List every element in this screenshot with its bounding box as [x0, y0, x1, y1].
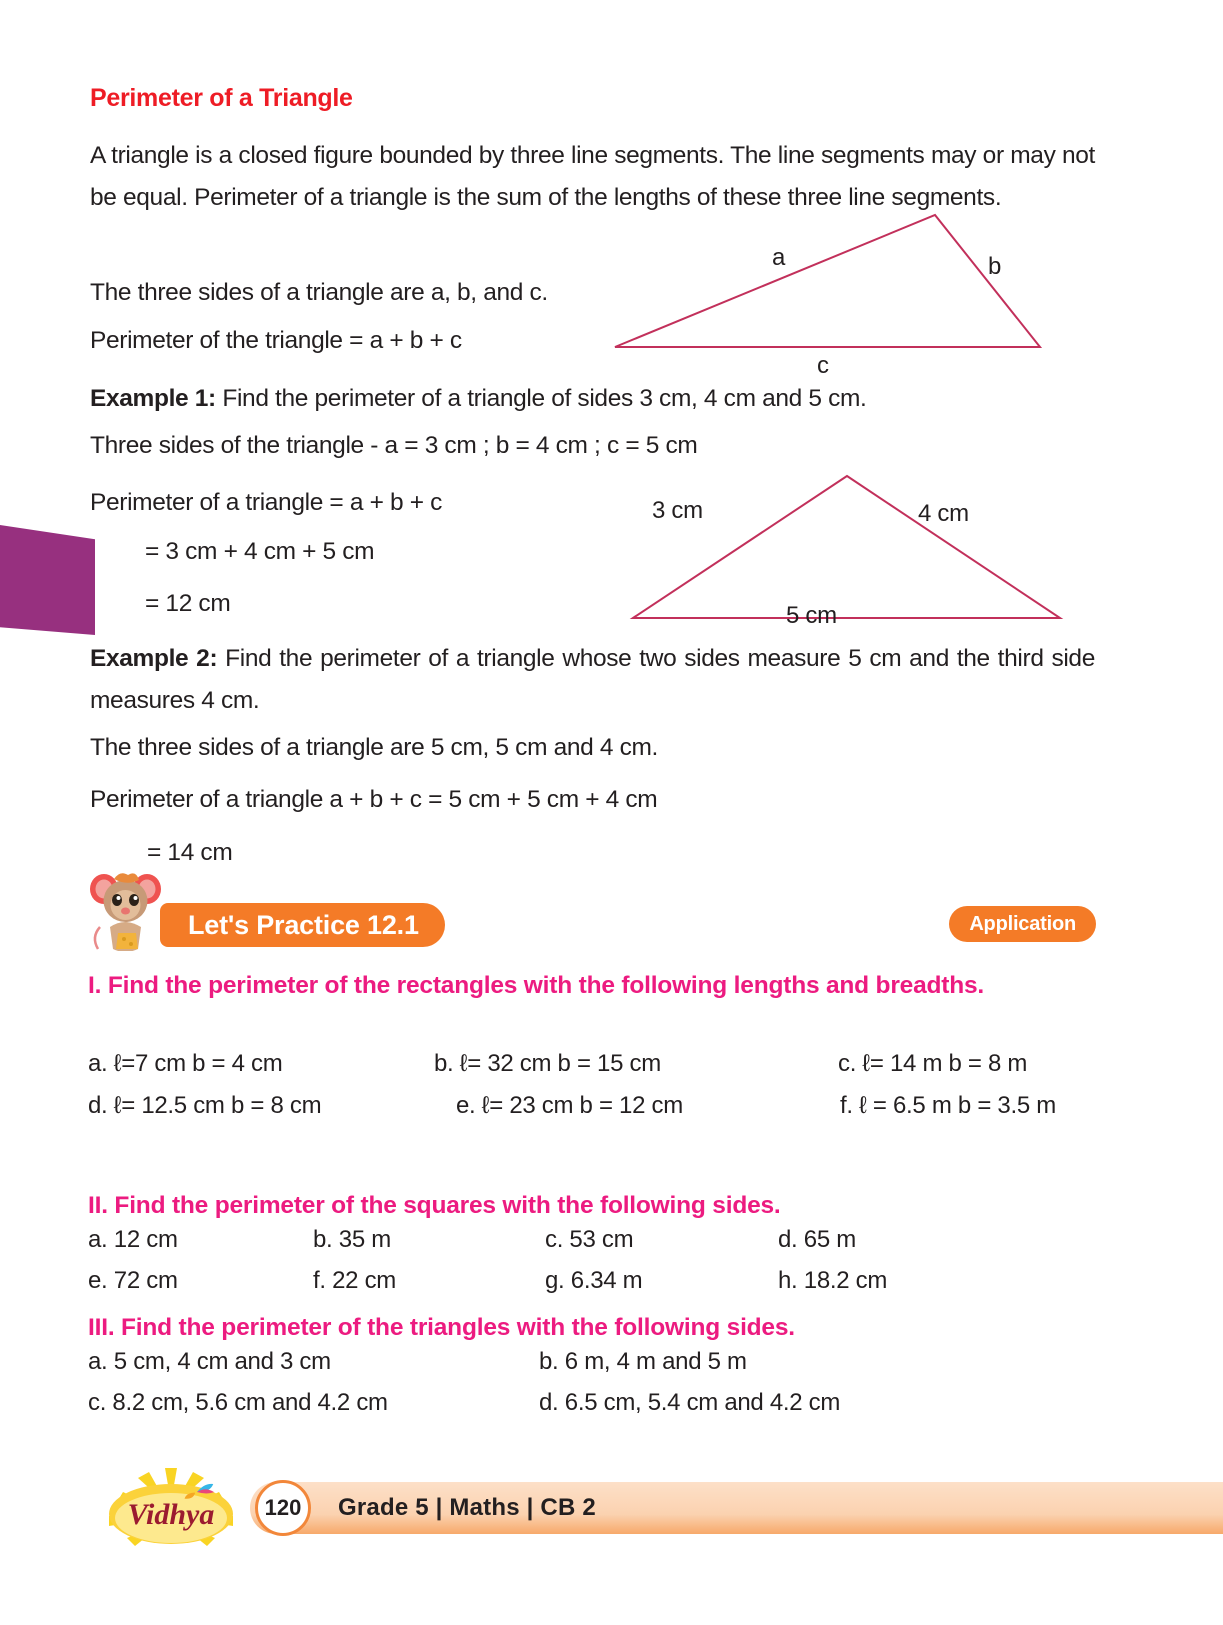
exercise-1-item-a: a. ℓ=7 cm b = 4 cm: [88, 1050, 283, 1077]
example-2-tag: Example 2:: [90, 645, 218, 672]
example-2-prompt: Find the perimeter of a triangle whose two sides measure 5 cm and the third side measures 4 cm.: [90, 645, 1095, 714]
exercise-1-item-e: e. ℓ= 23 cm b = 12 cm: [456, 1092, 683, 1119]
example-1-statement: [90, 378, 1095, 420]
triangle-label-a: a: [772, 244, 786, 271]
footer-meta: Grade 5 | Maths | CB 2: [338, 1494, 596, 1521]
application-badge-label: Application: [969, 912, 1076, 935]
triangle-figure-345: [625, 468, 1070, 628]
page-number: 120: [264, 1495, 302, 1520]
exercise-2-item-g: g. 6.34 m: [545, 1267, 643, 1294]
exercise-2-item-a: a. 12 cm: [88, 1226, 178, 1253]
example-1-prompt: Find the perimeter of a triangle of sides 3 cm, 4 cm and 5 cm.: [215, 385, 867, 412]
example-1-line-3: = 3 cm + 4 cm + 5 cm: [145, 538, 375, 565]
example-2-line-2: Perimeter of a triangle a + b + c = 5 cm + 5 cm + 4 cm: [90, 786, 658, 813]
mouse-mascot-icon: [88, 867, 166, 951]
triangle-label-b: b: [988, 253, 1002, 280]
exercise-2-item-c: c. 53 cm: [545, 1226, 634, 1253]
example-1-line-2: Perimeter of a triangle = a + b + c: [90, 489, 443, 516]
exercise-1-item-b: b. ℓ= 32 cm b = 15 cm: [434, 1050, 661, 1077]
sides-line: The three sides of a triangle are a, b, and c.: [90, 279, 548, 306]
exercise-3-item-c: c. 8.2 cm, 5.6 cm and 4.2 cm: [88, 1389, 388, 1416]
example-1-line-4: = 12 cm: [145, 590, 231, 617]
example-1-tag: Example 1:: [90, 385, 216, 412]
intro-paragraph: A triangle is a closed figure bounded by three line segments. The line segments may or may not be equal. Perimeter of a triangle is the sum of the lengths of these three line segments.: [90, 142, 1095, 211]
page-number-badge: [255, 1480, 311, 1536]
practice-pill[interactable]: [160, 903, 445, 947]
exercise-2-item-f: f. 22 cm: [313, 1267, 396, 1294]
triangle-label-4cm: 4 cm: [918, 500, 969, 527]
application-badge: [949, 906, 1096, 942]
purple-edge-tab: [0, 525, 95, 635]
exercise-3-item-a: a. 5 cm, 4 cm and 3 cm: [88, 1348, 331, 1375]
svg-text:Vidhya: Vidhya: [127, 1498, 215, 1531]
practice-label: Let's Practice 12.1: [188, 909, 419, 940]
practice-banner: [88, 903, 1096, 951]
exercise-2-item-h: h. 18.2 cm: [778, 1267, 888, 1294]
triangle-figure-abc: [605, 205, 1055, 360]
triangle-label-3cm: 3 cm: [652, 497, 703, 524]
exercise-1-item-f: f. ℓ = 6.5 m b = 3.5 m: [840, 1092, 1056, 1119]
example-2-line-1: The three sides of a triangle are 5 cm, 5 cm and 4 cm.: [90, 734, 659, 761]
exercise-2-item-d: d. 65 m: [778, 1226, 856, 1253]
exercise-1-item-c: c. ℓ= 14 m b = 8 m: [838, 1050, 1028, 1077]
exercise-heading-1: I. Find the perimeter of the rectangles with the following lengths and breadths.: [88, 972, 985, 999]
example-1-line-1: Three sides of the triangle - a = 3 cm ; b = 4 cm ; c = 5 cm: [90, 432, 698, 459]
example-2-line-3: = 14 cm: [147, 839, 233, 866]
page-title: Perimeter of a Triangle: [90, 84, 353, 112]
example-2-statement: [90, 638, 1095, 722]
triangle-label-c: c: [817, 352, 829, 379]
exercise-heading-3: III. Find the perimeter of the triangles with the following sides.: [88, 1314, 795, 1341]
exercise-2-item-e: e. 72 cm: [88, 1267, 178, 1294]
exercise-1-item-d: d. ℓ= 12.5 cm b = 8 cm: [88, 1092, 322, 1119]
vidhya-logo: [86, 1466, 256, 1556]
exercise-heading-2: II. Find the perimeter of the squares with the following sides.: [88, 1192, 781, 1219]
exercise-3-item-d: d. 6.5 cm, 5.4 cm and 4.2 cm: [539, 1389, 841, 1416]
triangle-label-5cm: 5 cm: [786, 602, 837, 629]
exercise-2-item-b: b. 35 m: [313, 1226, 391, 1253]
formula-line: Perimeter of the triangle = a + b + c: [90, 327, 462, 354]
exercise-3-item-b: b. 6 m, 4 m and 5 m: [539, 1348, 747, 1375]
